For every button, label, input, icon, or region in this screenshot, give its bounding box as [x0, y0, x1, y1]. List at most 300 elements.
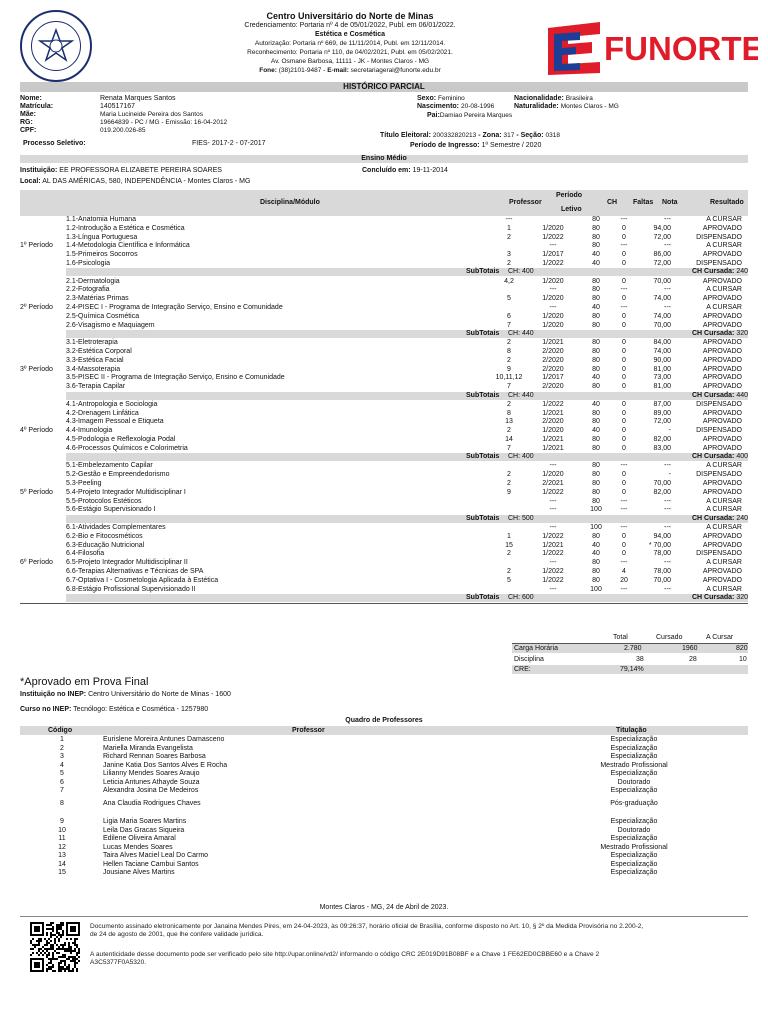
table-cell: APROVADO: [702, 436, 742, 443]
table-cell: 2: [507, 568, 511, 575]
table-cell: 80: [592, 383, 600, 391]
table-cell: 3.3-Estética Facial: [66, 356, 124, 364]
table-cell: 80: [592, 436, 600, 443]
professor-name: Leila Das Gracas Siqueira: [103, 826, 185, 834]
table-cell: 1/2020: [542, 295, 564, 303]
table-cell: ---: [664, 497, 671, 505]
table-cell: 100: [590, 585, 602, 593]
table-cell: 0: [622, 295, 626, 303]
prof-col-code: Código: [48, 727, 73, 734]
ch-cursada: CH Cursada: 320: [691, 329, 748, 337]
table-cell: 8: [507, 409, 511, 417]
table-cell: 5.6-Estágio Supervisionado I: [66, 506, 156, 514]
student-reg: 140517167: [100, 103, 136, 110]
table-row: [20, 436, 748, 445]
authenticity-note: [90, 951, 750, 966]
table-cell: 1/2022: [542, 568, 564, 575]
table-row: [20, 577, 748, 586]
table-cell: 80: [592, 576, 600, 584]
table-cell: 0: [622, 444, 626, 452]
ch-cursada: CH Cursada: 400: [691, 453, 748, 461]
table-cell: 1/2022: [542, 260, 564, 267]
summary-r1-cursado: 1960: [682, 645, 698, 652]
professor-name: Jousiane Alves Martins: [103, 869, 175, 876]
table-cell: APROVADO: [702, 541, 742, 549]
table-cell: 1/2020: [542, 277, 564, 285]
summary-h-total: Total: [613, 634, 628, 641]
summary-r1-acursar: 820: [736, 645, 748, 652]
professor-code: 11: [58, 835, 66, 842]
table-cell: 2.3-Matérias Primas: [66, 295, 129, 303]
table-cell: 0: [622, 312, 626, 320]
professor-name: Mariella Miranda Evangelista: [103, 744, 193, 752]
table-cell: 80: [592, 348, 600, 355]
table-cell: 80: [592, 286, 600, 294]
table-cell: DISPENSADO: [696, 427, 742, 435]
table-cell: A CURSAR: [706, 524, 742, 531]
table-cell: 1/2021: [542, 436, 564, 443]
table-cell: 1/2022: [542, 233, 564, 241]
table-cell: ---: [664, 585, 671, 593]
table-cell: 3.5-PISEC II - Programa de Integração Serviço, Ensino e Comunidade: [66, 374, 285, 382]
subtotal-label: SubTotais: [466, 268, 500, 276]
subtotal-row: [66, 453, 748, 461]
mother-label: Mãe:: [20, 111, 36, 118]
table-row: [20, 304, 748, 313]
table-cell: ---: [664, 524, 671, 531]
course-name: Estética e Cosmética: [314, 31, 386, 39]
table-cell: DISPENSADO: [696, 471, 742, 479]
subtotal-label: SubTotais: [466, 329, 500, 337]
table-cell: 2: [507, 471, 511, 479]
table-cell: 3.6-Terapia Capilar: [66, 383, 126, 391]
table-cell: 1/2021: [542, 541, 564, 549]
professor-code: 9: [60, 818, 64, 825]
table-cell: 2: [507, 260, 511, 267]
table-row: [20, 524, 748, 533]
table-cell: APROVADO: [702, 348, 742, 355]
professor-name: Ana Claudia Rodrigues Chaves: [103, 800, 201, 807]
table-cell: A CURSAR: [706, 585, 742, 593]
table-cell: 72,00: [653, 260, 671, 267]
table-cell: 84,00: [653, 339, 671, 347]
professor-title: Doutorado: [617, 826, 651, 834]
table-cell: 1.3-Língua Portuguesa: [66, 233, 138, 241]
institution-name: Centro Universitário do Norte de Minas: [266, 11, 434, 21]
signature-line-1: Documento assinado eletronicamente por Janaina Mendes Pires, em 24-04-2023, às 09:26:37, horário oficial de Brasília, conforme disposto no Art. 10, § 2º da Medida Provisória no 2.200-2,: [90, 923, 644, 930]
table-cell: 0: [622, 471, 626, 479]
table-cell: 0: [622, 348, 626, 355]
table-cell: 13: [505, 418, 513, 426]
table-cell: 1: [507, 532, 511, 540]
table-cell: 86,00: [653, 251, 671, 259]
summary-table: [512, 634, 748, 679]
table-cell: 80: [592, 532, 600, 540]
table-cell: 2: [507, 233, 511, 241]
subtotal-ch: CH: 400: [508, 453, 534, 461]
professor-name: Eurislene Moreira Antunes Damasceno: [103, 736, 225, 743]
table-cell: 70,00: [653, 480, 671, 487]
student-mother: Maria Lucineide Pereira dos Santos: [100, 111, 203, 118]
table-cell: ---: [549, 506, 557, 514]
table-cell: 1.2-Introdução a Estética e Cosmética: [66, 224, 185, 232]
table-row: [20, 489, 748, 498]
period-label: 4º Período: [20, 427, 53, 435]
subtotal-ch: CH: 600: [508, 593, 534, 601]
table-cell: 0: [622, 436, 626, 443]
table-cell: 1: [507, 224, 511, 232]
table-row: [20, 498, 748, 507]
table-cell: 0: [622, 488, 626, 496]
high-school-title: Ensino Médio: [20, 155, 748, 163]
professor-code: 1: [60, 736, 64, 743]
table-cell: 80: [592, 312, 600, 320]
period-label: 1º Período: [20, 242, 53, 250]
table-cell: 1/2022: [542, 488, 564, 496]
subtotal-row: [66, 330, 748, 338]
table-cell: 3.4-Massoterapia: [66, 365, 121, 373]
inep-institution: Instituição no INEP: Centro Universitário do Norte de Minas - 1600: [20, 691, 231, 698]
subtotal-label: SubTotais: [466, 514, 500, 522]
table-cell: 1/2020: [542, 312, 564, 320]
table-cell: DISPENSADO: [696, 260, 742, 267]
table-cell: 94,00: [653, 532, 671, 540]
professor-title: Especialização: [610, 818, 658, 825]
professor-code: 8: [60, 800, 64, 807]
period-label: 5º Período: [20, 488, 53, 496]
table-cell: 80: [592, 409, 600, 417]
table-cell: 1/2022: [542, 532, 564, 540]
table-cell: 6.1-Atividades Complementares: [66, 524, 166, 531]
table-cell: 80: [592, 233, 600, 241]
professor-title: Especialização: [610, 835, 658, 842]
professor-code: 3: [60, 753, 64, 760]
subtotal-ch: CH: 400: [508, 268, 534, 276]
table-cell: 0: [622, 224, 626, 232]
subtotal-label: SubTotais: [466, 593, 500, 601]
table-cell: 0: [622, 383, 626, 391]
ch-cursada: CH Cursada: 240: [691, 268, 748, 276]
logo-text: FUNORTE: [604, 30, 758, 67]
col-ch: CH: [607, 199, 618, 206]
star-icon: [36, 26, 76, 66]
col-faltas: Faltas: [633, 199, 654, 206]
table-cell: 15: [505, 541, 513, 549]
table-cell: A CURSAR: [706, 559, 742, 567]
table-cell: ---: [664, 286, 671, 294]
professor-name: Janine Katia Dos Santos Alves E Rocha: [103, 761, 228, 769]
table-cell: A CURSAR: [706, 286, 742, 294]
table-cell: ---: [549, 286, 557, 294]
professor-code: 15: [58, 869, 66, 876]
table-cell: 1.6-Psicologia: [66, 260, 110, 267]
table-cell: 2.1-Dermatologia: [66, 277, 120, 285]
professor-row: [20, 787, 748, 796]
table-cell: 40: [592, 374, 600, 382]
table-cell: 3: [507, 251, 511, 259]
professor-name: Hellen Taciane Cambui Santos: [103, 860, 199, 868]
table-cell: 2.4-PISEC I - Programa de Integração Serviço, Ensino e Comunidade: [66, 304, 283, 311]
table-cell: 5.5-Protocolos Estéticos: [66, 497, 142, 505]
table-cell: 40: [592, 550, 600, 558]
grades-table-header: [20, 190, 748, 216]
table-cell: ---: [549, 462, 557, 470]
entry-field: Período de Ingresso: 1º Semestre / 2020: [410, 142, 542, 149]
table-cell: 80: [592, 365, 600, 373]
table-row: [20, 418, 748, 427]
table-cell: APROVADO: [702, 568, 742, 575]
table-cell: 5: [507, 576, 511, 584]
professor-name: Taira Alves Maciel Leal Do Carmo: [103, 852, 209, 859]
professor-title: Especialização: [610, 852, 658, 859]
signature-line-2: de 24 de agosto de 2001, que lhe confere validade jurídica.: [90, 930, 264, 938]
table-cell: ---: [620, 462, 628, 470]
table-cell: 80: [592, 339, 600, 347]
table-cell: 2.5-Química Cosmética: [66, 312, 140, 320]
summary-r1-total: 2.780: [624, 645, 642, 652]
funorte-logo: [540, 20, 758, 75]
professor-title: Pós-graduação: [610, 800, 658, 807]
table-cell: 4.2-Drenagem Linfática: [66, 409, 139, 417]
table-row: [20, 374, 748, 383]
document-title: HISTÓRICO PARCIAL: [20, 82, 748, 92]
table-row: [20, 225, 748, 234]
table-cell: 1/2021: [542, 409, 564, 417]
ch-cursada: CH Cursada: 320: [691, 593, 748, 601]
table-cell: 80: [592, 277, 600, 285]
table-cell: 100: [590, 524, 602, 531]
table-cell: 40: [592, 541, 600, 549]
table-cell: 1/2020: [542, 224, 564, 232]
table-cell: 14: [505, 436, 513, 443]
col-resultado: Resultado: [710, 199, 744, 206]
cpf-label: CPF:: [20, 127, 37, 134]
table-cell: ---: [620, 524, 628, 531]
professor-name: Edilene Oliveira Amaral: [103, 835, 176, 842]
table-cell: 80: [592, 242, 600, 250]
credentials: Credenciamento: Portaria nº 4 de 05/01/2022, Publ. em 06/01/2022.: [244, 22, 456, 30]
table-cell: 4.4-Imunologia: [66, 427, 113, 435]
table-cell: 1/2022: [542, 550, 564, 558]
table-cell: 82,00: [653, 436, 671, 443]
table-cell: 4.5-Podologia e Reflexologia Podal: [66, 436, 176, 443]
sex-field: Sexo: Feminino: [417, 95, 465, 102]
table-cell: 1.1-Anatomia Humana: [66, 216, 137, 223]
table-cell: 7: [507, 321, 511, 329]
period-label: 3º Período: [20, 365, 53, 373]
table-row: [20, 251, 748, 260]
table-cell: 6.8-Estágio Profissional Supervisionado II: [66, 585, 196, 593]
summary-r2-label: Disciplina: [514, 656, 544, 663]
table-cell: 4,2: [504, 277, 514, 285]
table-row: [20, 542, 748, 551]
table-cell: APROVADO: [702, 339, 742, 347]
professors-header: [20, 726, 748, 735]
table-cell: 0: [622, 409, 626, 417]
table-cell: 3.1-Eletroterapia: [66, 339, 118, 347]
table-cell: 74,00: [653, 312, 671, 320]
table-cell: A CURSAR: [706, 242, 742, 250]
table-cell: APROVADO: [702, 295, 742, 303]
table-cell: 74,00: [653, 348, 671, 355]
col-period-2: Letivo: [561, 206, 582, 213]
place-date: Montes Claros - MG, 24 de Abril de 2023.: [319, 904, 449, 911]
table-cell: 1/2020: [542, 471, 564, 479]
table-cell: 0: [622, 541, 626, 549]
table-cell: 7: [507, 383, 511, 391]
high-school-local: Local: AL DAS AMÉRICAS, 580, INDEPENDÊNCIA - Montes Claros - MG: [20, 178, 251, 185]
table-cell: ---: [664, 559, 671, 567]
table-cell: 80: [592, 295, 600, 303]
table-cell: 6.4-Filosofia: [66, 550, 105, 558]
table-cell: 74,00: [653, 295, 671, 303]
subtotal-label: SubTotais: [466, 453, 500, 461]
table-cell: 70,00: [653, 277, 671, 285]
table-cell: 78,00: [653, 550, 671, 558]
table-cell: DISPENSADO: [696, 233, 742, 241]
table-cell: 80: [592, 321, 600, 329]
table-cell: APROVADO: [702, 356, 742, 364]
student-cpf: 019.200.026-85: [100, 127, 146, 134]
summary-r2-cursado: 28: [689, 656, 697, 663]
table-cell: 90,00: [653, 356, 671, 364]
table-row: [20, 480, 748, 489]
table-cell: APROVADO: [702, 418, 742, 426]
table-cell: 2: [507, 427, 511, 435]
table-cell: 0: [622, 233, 626, 241]
high-school-done: Concluído em: 19-11-2014: [362, 167, 448, 174]
table-row: [20, 401, 748, 410]
table-cell: 20: [620, 576, 628, 584]
professor-code: 7: [60, 787, 64, 794]
table-cell: 2/2020: [542, 348, 564, 355]
table-cell: 2: [507, 356, 511, 364]
professor-code: 5: [60, 770, 64, 777]
table-cell: 0: [622, 260, 626, 267]
table-row: [20, 286, 748, 295]
col-period-1: Período: [556, 192, 583, 199]
table-cell: APROVADO: [702, 374, 742, 382]
table-cell: 0: [622, 427, 626, 435]
auth-line-1: A autenticidade desse documento pode ser verificado pelo site http://upar.online/vd2/ informando o código CRC 2E019D91B08BF e a Chave 1 FE62ED0CBBE60 e a Chave 2: [90, 951, 600, 958]
subtotal-row: [66, 515, 748, 523]
table-cell: ---: [664, 462, 671, 470]
table-cell: 78,00: [653, 568, 671, 575]
table-row: [20, 462, 748, 471]
table-cell: 83,00: [653, 444, 671, 452]
summary-r2-acursar: 10: [739, 656, 747, 663]
table-cell: APROVADO: [702, 488, 742, 496]
table-cell: ---: [620, 304, 628, 311]
table-cell: 82,00: [653, 488, 671, 496]
table-cell: 2: [507, 550, 511, 558]
table-cell: APROVADO: [702, 365, 742, 373]
table-cell: APROVADO: [702, 312, 742, 320]
table-cell: APROVADO: [702, 321, 742, 329]
inep-course: Curso no INEP: Tecnólogo: Estética e Cosmética - 1257980: [20, 706, 209, 713]
table-row: [20, 295, 748, 304]
ch-cursada: CH Cursada: 440: [691, 391, 748, 399]
table-cell: 80: [592, 444, 600, 452]
professor-title: Especialização: [610, 787, 658, 794]
table-cell: 80: [592, 462, 600, 470]
table-cell: 0: [622, 251, 626, 259]
subtotal-ch: CH: 440: [508, 391, 534, 399]
table-cell: 80: [592, 568, 600, 575]
table-cell: 0: [622, 532, 626, 540]
table-cell: 80: [592, 471, 600, 479]
signature-note: [90, 923, 750, 938]
birth-field: Nascimento: 20-08-1996: [417, 103, 495, 110]
table-cell: 6.7-Optativa I - Cosmetologia Aplicada à Estética: [66, 576, 219, 584]
table-cell: 81,00: [653, 383, 671, 391]
table-cell: 80: [592, 356, 600, 364]
table-cell: 1/2017: [542, 251, 564, 259]
table-cell: ---: [620, 286, 628, 294]
table-cell: ---: [620, 585, 628, 593]
table-cell: ---: [620, 559, 628, 567]
col-nota: Nota: [662, 199, 678, 206]
table-cell: 5.1-Embelezamento Capilar: [66, 462, 153, 470]
summary-h-acursar: A Cursar: [706, 634, 734, 641]
table-row: [20, 234, 748, 243]
table-cell: 5.2-Gestão e Empreendedorismo: [66, 471, 170, 479]
table-cell: ---: [549, 585, 557, 593]
table-cell: APROVADO: [702, 251, 742, 259]
table-cell: ---: [664, 506, 671, 514]
professor-row: [20, 800, 748, 809]
table-cell: 70,00: [653, 321, 671, 329]
table-cell: 94,00: [653, 224, 671, 232]
table-cell: 2/2021: [542, 480, 564, 487]
table-cell: 4: [622, 568, 626, 575]
table-cell: 72,00: [653, 233, 671, 241]
table-cell: A CURSAR: [706, 462, 742, 470]
table-cell: APROVADO: [702, 277, 742, 285]
table-cell: 1/2017: [542, 374, 564, 382]
summary-cre-value: 79,14%: [620, 666, 644, 673]
subtotal-row: [66, 594, 748, 602]
name-label: Nome:: [20, 95, 42, 102]
table-cell: 40: [592, 251, 600, 259]
table-cell: 1/2021: [542, 444, 564, 452]
table-cell: 40: [592, 260, 600, 267]
table-cell: 4.6-Processos Químicos e Colorimetria: [66, 444, 188, 452]
table-cell: APROVADO: [702, 224, 742, 232]
table-cell: 2/2020: [542, 356, 564, 364]
table-cell: 6.3-Educação Nutricional: [66, 541, 145, 549]
col-discipline: Disciplina/Módulo: [260, 199, 320, 206]
table-cell: APROVADO: [702, 576, 742, 584]
table-row: [20, 366, 748, 375]
table-cell: 2/2020: [542, 383, 564, 391]
professor-name: Alexandra Josina De Medeiros: [103, 787, 199, 794]
table-row: [20, 471, 748, 480]
table-cell: 1.4-Metodologia Científica e Informática: [66, 242, 190, 250]
professor-title: Doutorado: [617, 778, 651, 786]
period-label: 2º Período: [20, 304, 53, 311]
table-cell: 8: [507, 348, 511, 355]
prof-col-name: Professor: [292, 727, 325, 734]
table-cell: A CURSAR: [706, 506, 742, 514]
table-row: [20, 568, 748, 577]
table-cell: 5.4-Projeto Integrador Multidisciplinar I: [66, 488, 186, 496]
table-cell: 9: [507, 488, 511, 496]
professor-code: 10: [58, 826, 66, 834]
table-cell: ---: [549, 497, 557, 505]
professor-title: Especialização: [610, 869, 658, 876]
table-cell: 0: [622, 321, 626, 329]
